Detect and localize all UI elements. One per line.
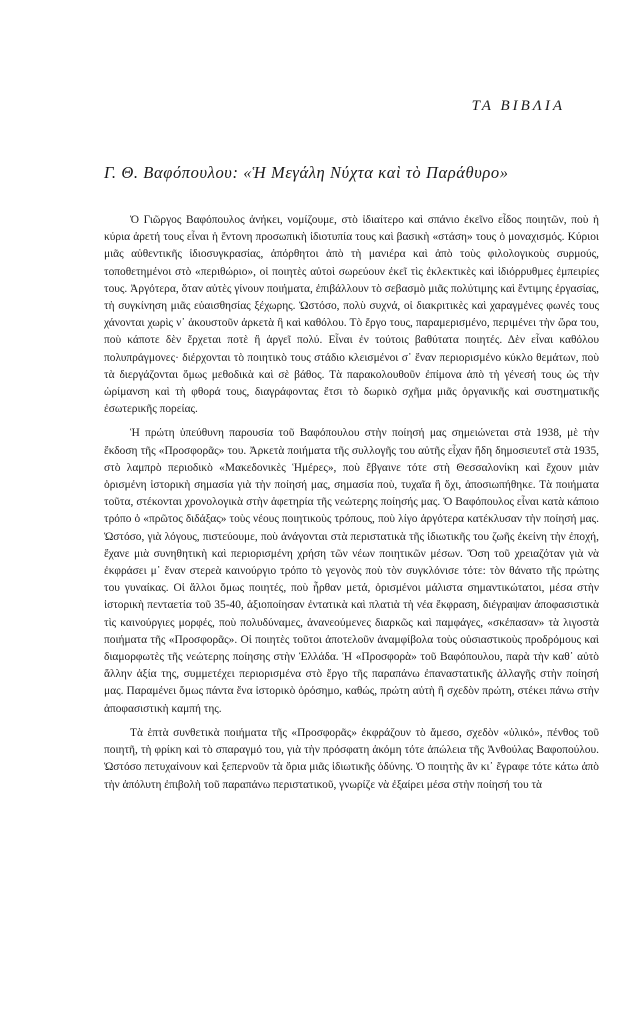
paragraph: Ἡ πρώτη ὑπεύθυνη παρουσία τοῦ Βαφόπουλου στὴν ποίησή μας σημειώνεται στὰ 1938, μὲ τὴν ἔκδοση τῆς «Προσφορᾶς» του. Ἀρκετὰ ποιήματα τῆς συλλογῆς του αὐτῆς εἶχαν ἤδη δημοσιευτεῖ στὰ 1935, στὸ λαμπρὸ περιοδικὸ «Μακεδονικὲς Ἡμέρες», ποὺ ἔβγαινε τότε στὴ Θεσσαλονίκη καὶ ἔχουν μιὰν ὁρισμένη ἱστορικὴ σημασία γιὰ τὴν ποίησή μας, σημασία ποὺ, τυχαῖα ἢ ὄχι, ἀποσιωπήθηκε. Τὰ ποιήματα τοῦτα, στέκονται χρονολογικὰ στὴν ἀφετηρία τῆς νεώτερης ποίησής μας. Ὁ Βαφόπουλος εἶναι κατὰ κάποιο τρόπο ὁ «πρῶτος διδάξας» τοὺς νέους ποιητικοὺς τρόπους, ποὺ λίγο ἀργότερα κατέκλυσαν τὴν ποίησή μας. Ὡστόσο, γιὰ λόγους, πιστεύουμε, ποὺ ἀνάγονται στὰ περιστατικὰ τῆς ἰδιωτικῆς του ζωῆς ἐκείνη τὴν ἐποχή, ἔχανε μιὰ συνηθητικὴ καὶ περιορισμένη χρήση τῶν νέων ποιητικῶν μέσων. Ὅση τοῦ χρειαζόταν γιὰ νὰ ἐκφράσει μ᾽ ἕναν στερεὰ καινούργιο τρόπο τὸ γεγονὸς ποὺ τὸν συγκλόνισε τότε: τὸν θάνατο τῆς πρώτης του γυναίκας. Οἱ ἄλλοι ὅμως ποιητές, ποὺ ἦρθαν μετά, ὁρισμένοι μάλιστα σημαντικώτατοι, μέσα στὴν ἱστορικὴ πενταετία τοῦ 35-40, ἀξιοποίησαν ἐντατικὰ καὶ πλατιὰ τὴ νέα ἔκφραση, διέγραψαν ἀποφασιστικὰ τὶς καινούργιες μορφές, ποὺ πολυδύναμες, ἀνανεούμενες διαρκῶς καὶ παμφάγες, «σκέπασαν» τὰ λιγοστὰ ποιήματα τῆς «Προσφορᾶς». Οἱ ποιητὲς τοῦτοι ἀποτελοῦν ἀναμφίβολα τοὺς οὐσιαστικοὺς προδρόμους καὶ διαμορφωτὲς τῆς νεώτερης ποίησης στὴν Ἑλλάδα. Ἡ «Προσφορὰ» τοῦ Βαφόπουλου, παρὰ τὴν καθ᾽ αὐτὸ ἄλλην ἀξία της, συμμετέχει περιορισμένα στὸ ἔργο τῆς παραπάνω ἐπαναστατικῆς ἀλλαγῆς στὴν ποίησή μας. Παραμένει ὅμως πάντα ἕνα ἱστορικὸ ὁρόσημο, καθώς, πρώτη αὐτὴ ἢ σχεδὸν πρώτη, στέκει πάνω στὴν ἀποφασιστικὴ καμπή της.	[104, 427, 599, 715]
paragraph: Ὁ Γιῶργος Βαφόπουλος ἀνήκει, νομίζουμε, στὸ ἰδιαίτερο καὶ σπάνιο ἐκεῖνο εἶδος ποιητῶν, ποὺ ἡ κύρια ἀρετή τους εἶναι ἡ ἔντονη προσωπικὴ ἰδιοτυπία τους καὶ βασικὴ «στάση» τους ὁ μοναχισμός. Κύριοι μιᾶς αὐθεντικῆς ἰδιοσυγκρασίας, ἀπόρθητοι ἀπὸ τὴ μανιέρα καὶ ἀπὸ τοὺς φιλολογικοὺς συρμούς, τοποθετημένοι στὸ «περιθώριο», οἱ ποιητὲς αὐτοὶ σωρεύουν ἐκεῖ τὶς ἐκλεκτικὲς καὶ ἰδιόρρυθμες ἐμπειρίες τους. Ἀργότερα, ὅταν αὐτὲς γίνουν ποιήματα, ἐπιβάλλουν τὸ σεβασμὸ μιᾶς πολύτιμης καὶ ἔντιμης ἐργασίας, τὴ συγκίνηση μιᾶς εὐαισθησίας ξέχωρης. Ὡστόσο, πολὺ συχνά, οἱ διακριτικὲς καὶ χαραγμένες φωνές τους χάνονται χωρὶς ν᾽ ἀκουστοῦν ἀρκετὰ ἢ καὶ καθόλου. Τὸ ἔργο τους, παραμερισμένο, περιμένει τὴν ὥρα του, ποὺ κάποτε δὲν ἔρχεται ποτὲ ἢ ἀργεῖ πολύ. Εἶναι ἐν τούτοις βαθύτατα ποιητές. Δὲν εἶναι καθόλου πολυπράγμονες· διέρχονται τὸ ποιητικὸ τους στάδιο κλεισμένοι σ᾽ ἕναν περιορισμένο κύκλο θεμάτων, ποὺ τὰ διεργάζονται ὅμως μεθοδικὰ καὶ σὲ βάθος. Τὰ παρακολουθοῦν ἐπίμονα ἀπὸ τὴ γένεσή τους ὡς τὴν ὡρίμανση καὶ τὴ φθορά τους, διαγράφοντας ἔτσι τὸ δωρικὸ σχῆμα μιᾶς ὀργανικῆς καὶ συστηματικῆς ἐσωτερικῆς πορείας.	[104, 214, 599, 416]
section-header: ΤΑ ΒΙΒΛΙΑ	[471, 98, 565, 114]
paragraph: Τὰ ἑπτὰ συνθετικὰ ποιήματα τῆς «Προσφορᾶς» ἐκφράζουν τὸ ἄμεσο, σχεδὸν «ὑλικό», πένθος τοῦ ποιητῆ, τὴ φρίκη καὶ τὸ σπαραγμό του, γιὰ τὴν πρόσφατη ἀκόμη τότε ἀπώλεια τῆς Ἀνθούλας Βαφοπούλου. Ὡστόσο πετυχαίνουν καὶ ξεπερνοῦν τὰ ὅρια μιᾶς ἰδιωτικῆς ὀδύνης. Ὁ ποιητὴς ἂν κι᾽ ἔγραφε τότε κάτω ἀπὸ τὴν ἀπόλυτη ἐπιβολὴ τοῦ παραπάνω περιστατικοῦ, γνωρίζε νὰ ἐξαίρει μέσα στὴν ποίησή του τὰ	[104, 726, 599, 791]
review-body	[104, 212, 599, 801]
review-title: Γ. Θ. Βαφόπουλου: «Ἡ Μεγάλη Νύχτα καὶ τὸ Παράθυρο»	[104, 163, 509, 182]
